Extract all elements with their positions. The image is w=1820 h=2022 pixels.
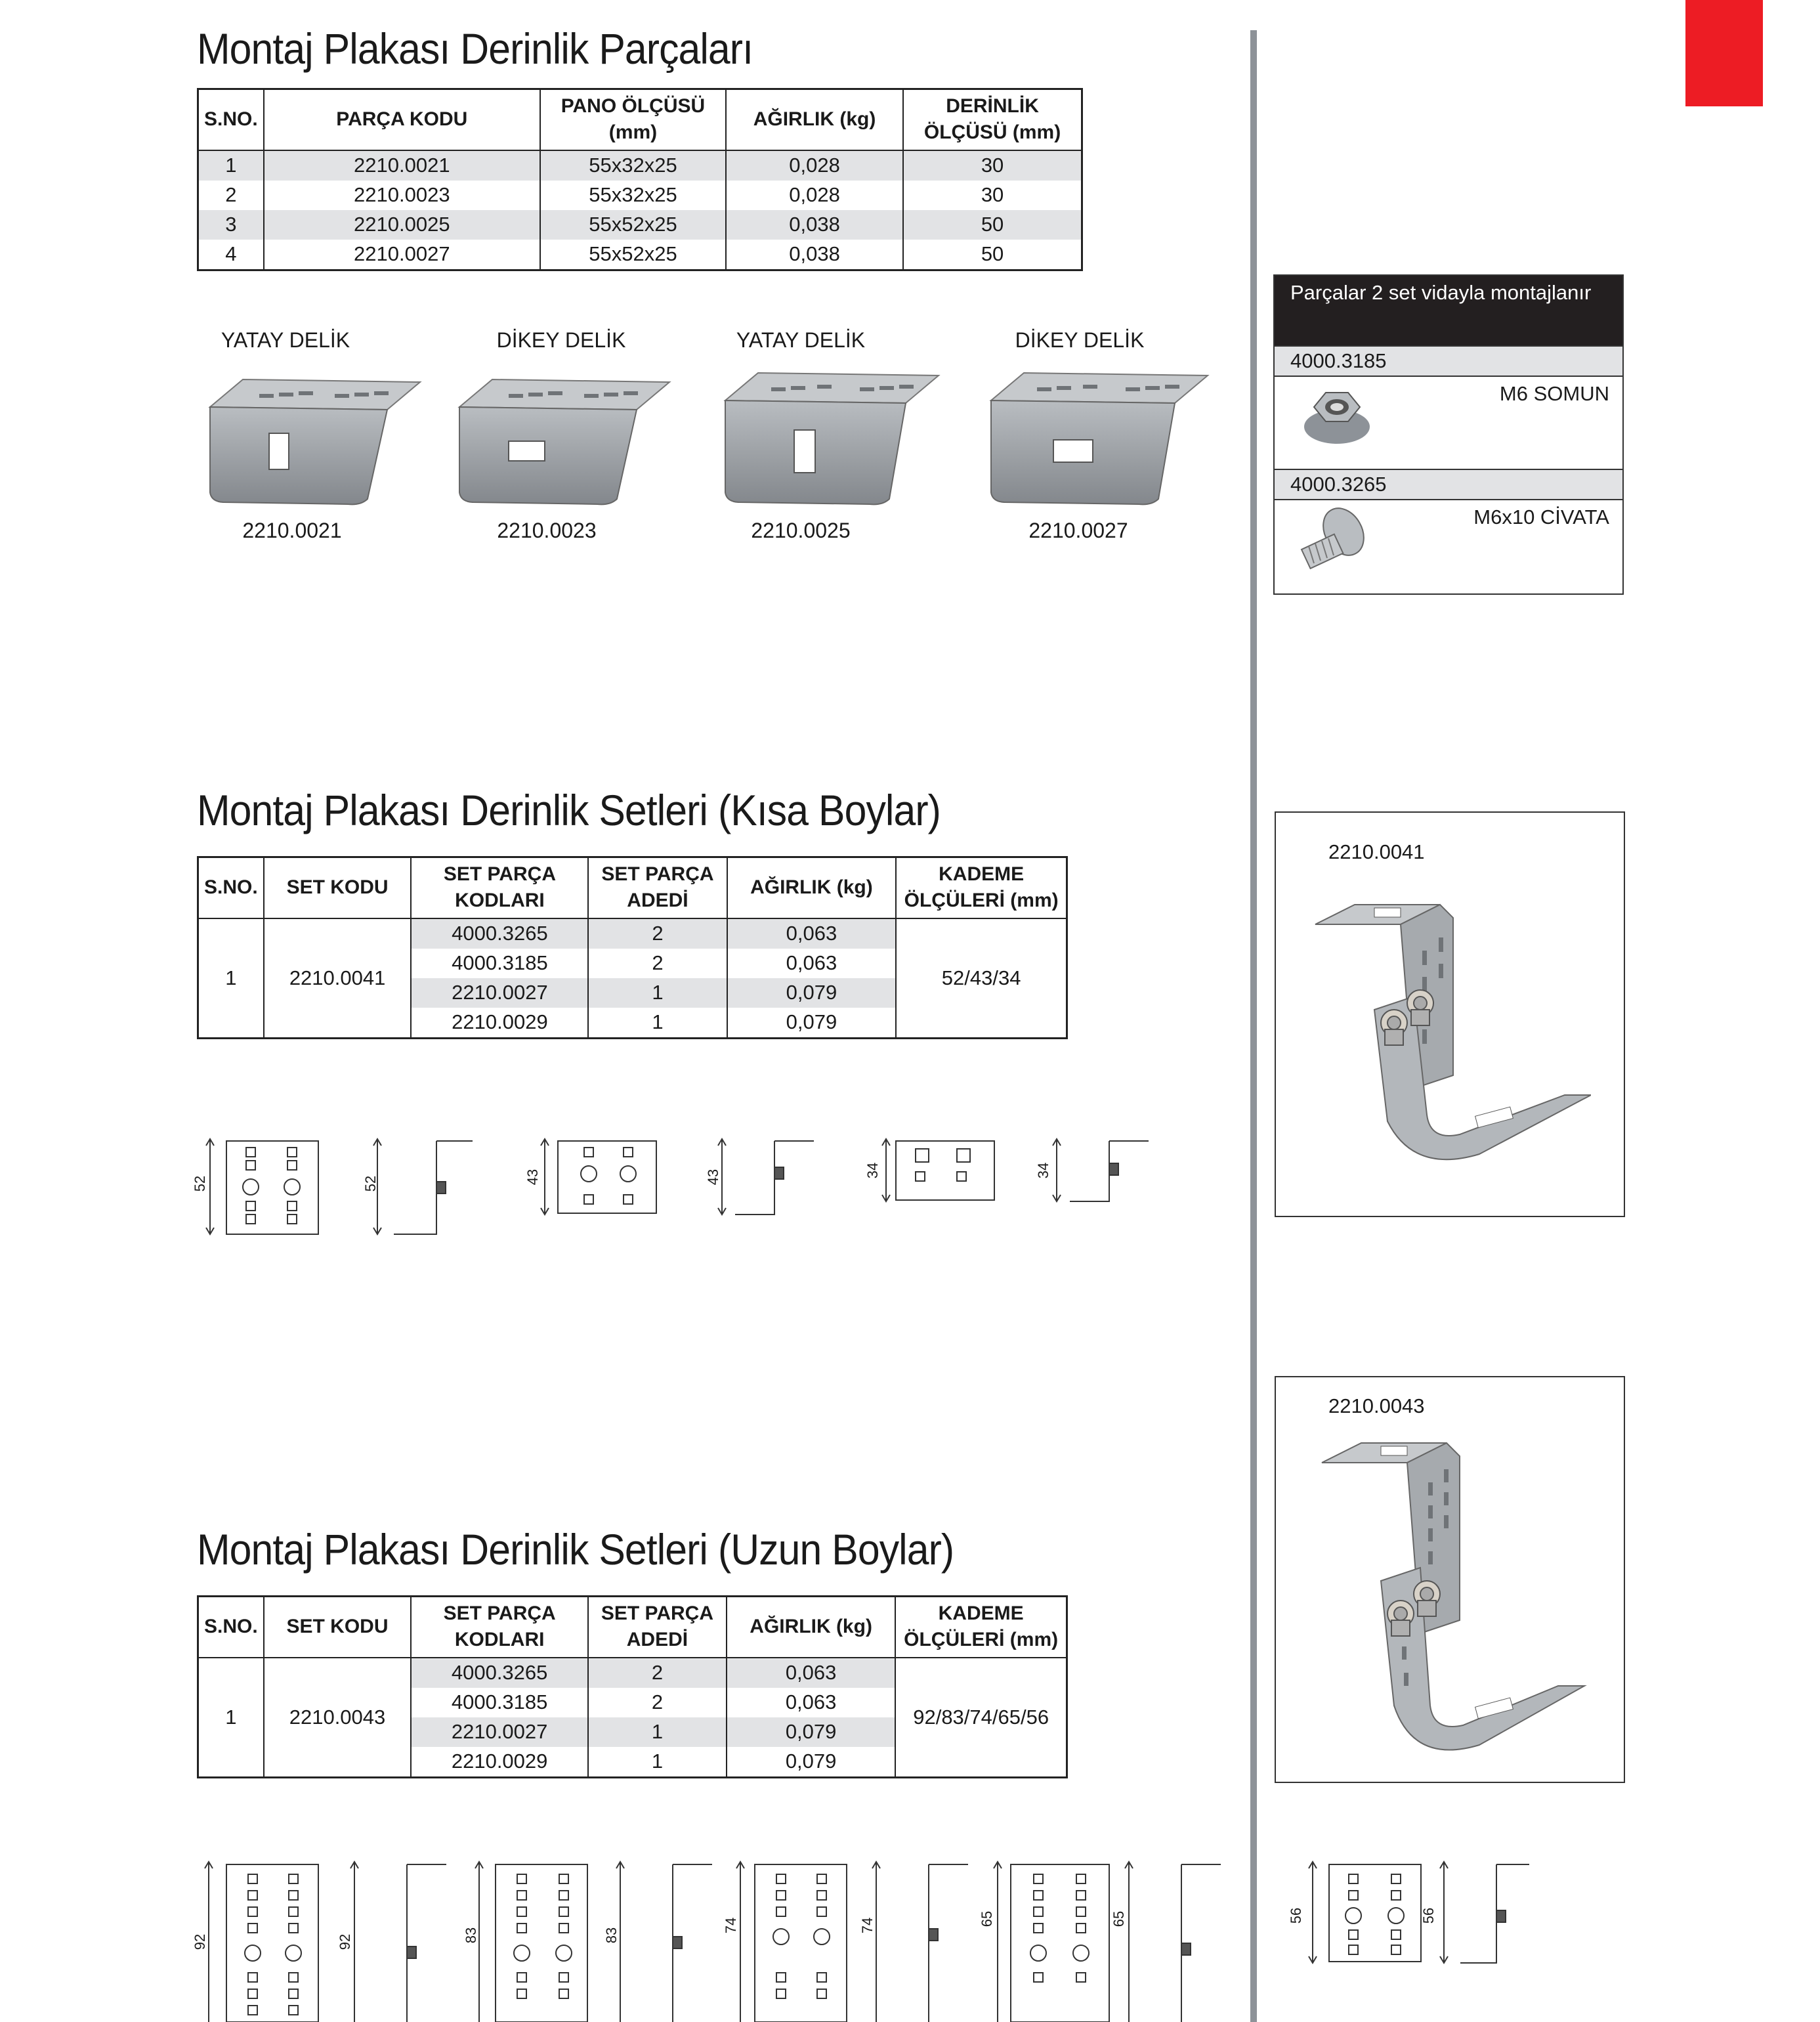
dimension-label: 56: [1420, 1907, 1437, 1924]
cell: 0,028: [726, 150, 903, 181]
long-set-code: 2210.0043: [1328, 1394, 1425, 1417]
short-set-illustration: [1302, 878, 1591, 1194]
cell-sno: 1: [198, 918, 264, 1039]
cell: 0,063: [727, 918, 897, 949]
cell: 55x52x25: [540, 240, 726, 270]
section-title-long-sets: Montaj Plakası Derinlik Setleri (Uzun Boylar): [197, 1525, 954, 1574]
dimension-label: 56: [1288, 1907, 1305, 1924]
cell: 1: [588, 978, 727, 1008]
col-part-count: SET PARÇA ADEDİ: [588, 1597, 727, 1658]
cell: 0,063: [727, 949, 897, 978]
page-divider: [1250, 30, 1257, 2022]
cell: 1: [588, 1008, 727, 1039]
cell: 2210.0027: [264, 240, 540, 270]
long-set-illustration: [1315, 1423, 1591, 1771]
cell: 55x52x25: [540, 210, 726, 240]
dimension-label: 65: [979, 1910, 996, 1927]
long-set-dimension-drawings: [190, 1858, 1549, 2022]
page-tab-marker: [1685, 0, 1763, 106]
cell-stages: 52/43/34: [896, 918, 1067, 1039]
cell: 0,079: [727, 1008, 897, 1039]
cell: 0,038: [726, 210, 903, 240]
bracket-2210-0021: [210, 379, 420, 504]
cell: 2210.0029: [411, 1008, 588, 1039]
col-set-code: SET KODU: [264, 857, 412, 918]
cell: 2: [198, 181, 264, 210]
dimension-label: 34: [1035, 1162, 1052, 1179]
cell: 0,079: [727, 1747, 895, 1778]
part-code-label: 2210.0023: [497, 519, 597, 542]
table-row: [198, 210, 1082, 240]
hex-nut-icon: [1301, 381, 1373, 453]
fasteners-panel-title: Parçalar 2 set vidayla montajlanır: [1290, 281, 1592, 304]
col-sno: S.NO.: [198, 89, 264, 150]
col-weight: AĞIRLIK (kg): [727, 1597, 895, 1658]
cell: 2: [588, 949, 727, 978]
depth-parts-illustration: [197, 368, 1221, 512]
short-set-panel: [1275, 811, 1625, 1217]
fastener-code: 4000.3185: [1290, 349, 1387, 372]
part-hole-label: DİKEY DELİK: [1015, 328, 1145, 352]
bracket-2210-0027: [991, 373, 1208, 504]
cell: 30: [903, 150, 1082, 181]
table-row: [198, 240, 1082, 270]
fasteners-panel: [1273, 274, 1624, 595]
cell: 30: [903, 181, 1082, 210]
table-row: [198, 1658, 1067, 1688]
cell: 4000.3185: [411, 1688, 588, 1717]
cell: 2210.0021: [264, 150, 540, 181]
cell: 0,063: [727, 1688, 895, 1717]
cell: 4: [198, 240, 264, 270]
short-sets-table: [197, 856, 1068, 1039]
fastener-name: M6 SOMUN: [1499, 382, 1609, 405]
part-code-label: 2210.0021: [242, 519, 342, 542]
carriage-bolt-icon: [1288, 506, 1380, 584]
part-code-label: 2210.0025: [751, 519, 851, 542]
short-set-dimension-drawings: [190, 1136, 1155, 1241]
dimension-label: 43: [705, 1169, 722, 1186]
cell: 4000.3185: [411, 949, 588, 978]
fasteners-panel-header: [1275, 276, 1622, 345]
cell: 2210.0027: [411, 978, 588, 1008]
long-set-panel: [1275, 1376, 1625, 1783]
col-part-count: SET PARÇA ADEDİ: [588, 857, 727, 918]
cell: 1: [588, 1717, 727, 1747]
part-hole-label: DİKEY DELİK: [496, 328, 626, 352]
table-row: [198, 181, 1082, 210]
fastener-code: 4000.3265: [1290, 473, 1387, 496]
dimension-label: 83: [603, 1927, 620, 1944]
dimension-label: 52: [362, 1175, 379, 1192]
cell: 2: [588, 1658, 727, 1688]
dimension-label: 34: [864, 1162, 881, 1179]
fastener-code-row: [1275, 345, 1622, 377]
fastener-code-row: [1275, 469, 1622, 500]
cell: 2210.0029: [411, 1747, 588, 1778]
cell: 2210.0023: [264, 181, 540, 210]
cell: 2: [588, 1688, 727, 1717]
cell: 55x32x25: [540, 181, 726, 210]
col-sno: S.NO.: [198, 857, 264, 918]
col-stages: KADEME ÖLÇÜLERİ (mm): [895, 1597, 1067, 1658]
col-weight: AĞIRLIK (kg): [727, 857, 897, 918]
col-panel-size: PANO ÖLÇÜSÜ (mm): [540, 89, 726, 150]
col-sno: S.NO.: [198, 1597, 264, 1658]
cell: 2210.0025: [264, 210, 540, 240]
cell: 3: [198, 210, 264, 240]
bracket-2210-0023: [459, 379, 669, 504]
fastener-name: M6x10 CİVATA: [1473, 506, 1609, 528]
col-depth: DERİNLİK ÖLÇÜSÜ (mm): [903, 89, 1082, 150]
cell: 0,079: [727, 1717, 895, 1747]
dimension-label: 83: [463, 1927, 480, 1944]
col-part-codes: SET PARÇA KODLARI: [411, 1597, 588, 1658]
part-hole-label: YATAY DELİK: [221, 328, 350, 352]
cell-set-code: 2210.0041: [264, 918, 412, 1039]
cell: 2210.0027: [411, 1717, 588, 1747]
part-code-label: 2210.0027: [1028, 519, 1128, 542]
col-part-code: PARÇA KODU: [264, 89, 540, 150]
long-sets-table: [197, 1595, 1068, 1778]
col-part-codes: SET PARÇA KODLARI: [411, 857, 588, 918]
parts-table: [197, 88, 1083, 271]
cell: 0,063: [727, 1658, 895, 1688]
dimension-label: 92: [192, 1933, 209, 1950]
short-set-code: 2210.0041: [1328, 840, 1425, 863]
dimension-label: 65: [1111, 1910, 1128, 1927]
table-row: [198, 150, 1082, 181]
cell: 0,079: [727, 978, 897, 1008]
cell: 50: [903, 210, 1082, 240]
dimension-label: 74: [723, 1917, 740, 1934]
table-row: [198, 918, 1067, 949]
dimension-label: 43: [524, 1169, 541, 1186]
dimension-label: 74: [859, 1917, 876, 1934]
dimension-label: 52: [192, 1175, 209, 1192]
section-title-short-sets: Montaj Plakası Derinlik Setleri (Kısa Boylar): [197, 786, 941, 834]
cell-stages: 92/83/74/65/56: [895, 1658, 1067, 1778]
dimension-label: 92: [337, 1933, 354, 1950]
part-hole-label: YATAY DELİK: [736, 328, 866, 352]
cell: 55x32x25: [540, 150, 726, 181]
cell: 1: [588, 1747, 727, 1778]
section-title-parts: Montaj Plakası Derinlik Parçaları: [197, 24, 753, 73]
bracket-2210-0025: [725, 373, 939, 504]
cell-set-code: 2210.0043: [264, 1658, 412, 1778]
cell-sno: 1: [198, 1658, 264, 1778]
cell: 1: [198, 150, 264, 181]
col-stages: KADEME ÖLÇÜLERİ (mm): [896, 857, 1067, 918]
col-weight: AĞIRLIK (kg): [726, 89, 903, 150]
cell: 50: [903, 240, 1082, 270]
cell: 2: [588, 918, 727, 949]
cell: 0,038: [726, 240, 903, 270]
cell: 4000.3265: [411, 1658, 588, 1688]
cell: 4000.3265: [411, 918, 588, 949]
cell: 0,028: [726, 181, 903, 210]
col-set-code: SET KODU: [264, 1597, 412, 1658]
